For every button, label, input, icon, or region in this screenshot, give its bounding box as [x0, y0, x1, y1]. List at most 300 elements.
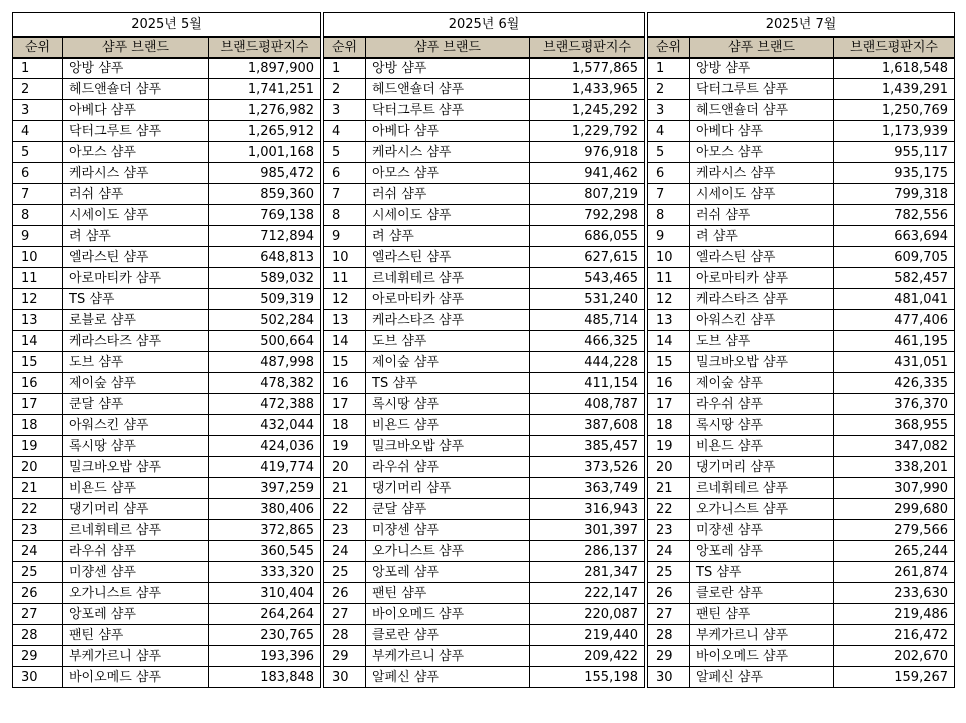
brand-cell: 제이숲 샴푸	[63, 373, 209, 394]
ranking-table-june	[323, 12, 645, 688]
rank-cell: 16	[648, 373, 690, 394]
table-row	[324, 415, 645, 436]
rank-cell: 21	[648, 478, 690, 499]
table-row	[13, 562, 321, 583]
brand-cell: 미쟝센 샴푸	[366, 520, 530, 541]
rank-cell: 13	[324, 310, 366, 331]
score-cell: 1,245,292	[530, 100, 645, 121]
table-may-wrapper	[12, 12, 321, 688]
score-cell: 859,360	[209, 184, 321, 205]
table-row	[324, 205, 645, 226]
rank-cell: 17	[648, 394, 690, 415]
score-cell: 627,615	[530, 247, 645, 268]
month-title: 2025년 6월	[324, 13, 645, 37]
score-cell: 485,714	[530, 310, 645, 331]
score-cell: 1,229,792	[530, 121, 645, 142]
rank-cell: 11	[648, 268, 690, 289]
table-row	[324, 478, 645, 499]
score-cell: 261,874	[834, 562, 955, 583]
score-cell: 397,259	[209, 478, 321, 499]
score-cell: 155,198	[530, 667, 645, 688]
brand-cell: 미쟝센 샴푸	[690, 520, 834, 541]
brand-cell: 밀크바오밥 샴푸	[63, 457, 209, 478]
rank-cell: 15	[13, 352, 63, 373]
score-cell: 481,041	[834, 289, 955, 310]
rank-cell: 4	[648, 121, 690, 142]
brand-cell: 부케가르니 샴푸	[366, 646, 530, 667]
score-cell: 1,265,912	[209, 121, 321, 142]
brand-cell: 밀크바오밥 샴푸	[690, 352, 834, 373]
score-cell: 478,382	[209, 373, 321, 394]
table-row	[648, 478, 955, 499]
score-cell: 408,787	[530, 394, 645, 415]
score-cell: 461,195	[834, 331, 955, 352]
rank-cell: 12	[324, 289, 366, 310]
table-row	[648, 394, 955, 415]
table-row	[324, 667, 645, 688]
brand-cell: 로블로 샴푸	[63, 310, 209, 331]
brand-cell: 팬틴 샴푸	[63, 625, 209, 646]
brand-cell: 바이오메드 샴푸	[366, 604, 530, 625]
brand-cell: TS 샴푸	[63, 289, 209, 310]
score-cell: 955,117	[834, 142, 955, 163]
brand-cell: 아모스 샴푸	[63, 142, 209, 163]
score-cell: 209,422	[530, 646, 645, 667]
score-cell: 582,457	[834, 268, 955, 289]
score-cell: 380,406	[209, 499, 321, 520]
score-cell: 589,032	[209, 268, 321, 289]
brand-cell: 라우쉬 샴푸	[366, 457, 530, 478]
score-cell: 1,897,900	[209, 58, 321, 79]
brand-cell: 케라스타즈 샴푸	[63, 331, 209, 352]
table-july-wrapper	[647, 12, 955, 688]
table-row	[648, 646, 955, 667]
score-cell: 279,566	[834, 520, 955, 541]
brand-cell: 헤드앤숄더 샴푸	[366, 79, 530, 100]
table-row	[648, 289, 955, 310]
brand-cell: 아베다 샴푸	[690, 121, 834, 142]
rank-cell: 29	[648, 646, 690, 667]
score-cell: 985,472	[209, 163, 321, 184]
rank-cell: 7	[648, 184, 690, 205]
table-row	[13, 625, 321, 646]
rank-cell: 17	[324, 394, 366, 415]
table-row	[648, 499, 955, 520]
score-cell: 799,318	[834, 184, 955, 205]
rank-cell: 12	[648, 289, 690, 310]
brand-cell: 려 샴푸	[366, 226, 530, 247]
table-row	[13, 226, 321, 247]
brand-cell: 케라스타즈 샴푸	[690, 289, 834, 310]
score-cell: 230,765	[209, 625, 321, 646]
brand-cell: 닥터그루트 샴푸	[366, 100, 530, 121]
rank-cell: 29	[324, 646, 366, 667]
brand-cell: 제이숲 샴푸	[366, 352, 530, 373]
table-row	[13, 478, 321, 499]
table-row	[13, 310, 321, 331]
rank-cell: 13	[648, 310, 690, 331]
score-cell: 648,813	[209, 247, 321, 268]
score-cell: 1,276,982	[209, 100, 321, 121]
score-cell: 299,680	[834, 499, 955, 520]
brand-cell: 르네휘테르 샴푸	[63, 520, 209, 541]
brand-cell: 케라시스 샴푸	[63, 163, 209, 184]
table-row	[324, 163, 645, 184]
rank-cell: 17	[13, 394, 63, 415]
score-cell: 487,998	[209, 352, 321, 373]
brand-cell: 아워스킨 샴푸	[63, 415, 209, 436]
rank-cell: 27	[13, 604, 63, 625]
rank-cell: 18	[13, 415, 63, 436]
brand-cell: 쿤달 샴푸	[366, 499, 530, 520]
score-cell: 264,264	[209, 604, 321, 625]
rank-cell: 20	[648, 457, 690, 478]
score-header: 브랜드평판지수	[209, 37, 321, 58]
brand-cell: 아베다 샴푸	[63, 100, 209, 121]
brand-cell: 려 샴푸	[690, 226, 834, 247]
brand-cell: 부케가르니 샴푸	[63, 646, 209, 667]
score-cell: 202,670	[834, 646, 955, 667]
table-row	[13, 415, 321, 436]
rank-cell: 23	[13, 520, 63, 541]
month-title: 2025년 5월	[13, 13, 321, 37]
brand-cell: 러쉬 샴푸	[690, 205, 834, 226]
brand-header: 샴푸 브랜드	[690, 37, 834, 58]
score-cell: 222,147	[530, 583, 645, 604]
rank-cell: 8	[13, 205, 63, 226]
brand-cell: 앙포레 샴푸	[690, 541, 834, 562]
table-row	[324, 184, 645, 205]
rank-header: 순위	[648, 37, 690, 58]
rank-cell: 16	[13, 373, 63, 394]
score-cell: 500,664	[209, 331, 321, 352]
rank-cell: 5	[648, 142, 690, 163]
brand-cell: 오가니스트 샴푸	[63, 583, 209, 604]
rank-cell: 8	[648, 205, 690, 226]
score-cell: 686,055	[530, 226, 645, 247]
table-row	[13, 100, 321, 121]
table-row	[648, 163, 955, 184]
rank-cell: 25	[13, 562, 63, 583]
brand-cell: 앙포레 샴푸	[366, 562, 530, 583]
ranking-table-may	[12, 12, 321, 688]
table-row	[324, 499, 645, 520]
score-header: 브랜드평판지수	[834, 37, 955, 58]
table-row	[13, 247, 321, 268]
rank-cell: 7	[324, 184, 366, 205]
brand-cell: 케라시스 샴푸	[366, 142, 530, 163]
table-row	[648, 205, 955, 226]
table-row	[324, 457, 645, 478]
table-row	[324, 142, 645, 163]
table-row	[324, 121, 645, 142]
brand-cell: 록시땅 샴푸	[63, 436, 209, 457]
score-cell: 432,044	[209, 415, 321, 436]
table-row	[648, 583, 955, 604]
table-row	[648, 415, 955, 436]
rank-cell: 8	[324, 205, 366, 226]
rank-cell: 26	[648, 583, 690, 604]
score-cell: 807,219	[530, 184, 645, 205]
brand-cell: 아워스킨 샴푸	[690, 310, 834, 331]
brand-cell: 알페신 샴푸	[366, 667, 530, 688]
table-row	[13, 520, 321, 541]
score-cell: 387,608	[530, 415, 645, 436]
table-body	[13, 58, 321, 688]
score-cell: 543,465	[530, 268, 645, 289]
score-cell: 219,440	[530, 625, 645, 646]
brand-cell: 제이숲 샴푸	[690, 373, 834, 394]
score-cell: 712,894	[209, 226, 321, 247]
table-row	[648, 373, 955, 394]
rank-cell: 1	[648, 58, 690, 79]
table-row	[13, 79, 321, 100]
score-cell: 265,244	[834, 541, 955, 562]
table-row	[324, 247, 645, 268]
table-row	[648, 436, 955, 457]
score-cell: 663,694	[834, 226, 955, 247]
brand-cell: 르네휘테르 샴푸	[690, 478, 834, 499]
score-cell: 193,396	[209, 646, 321, 667]
score-cell: 219,486	[834, 604, 955, 625]
table-row	[13, 541, 321, 562]
ranking-table-july	[647, 12, 955, 688]
score-cell: 310,404	[209, 583, 321, 604]
brand-cell: 댕기머리 샴푸	[690, 457, 834, 478]
rank-cell: 6	[324, 163, 366, 184]
table-row	[324, 394, 645, 415]
table-row	[324, 373, 645, 394]
score-cell: 935,175	[834, 163, 955, 184]
score-cell: 159,267	[834, 667, 955, 688]
brand-header: 샴푸 브랜드	[63, 37, 209, 58]
brand-cell: 라우쉬 샴푸	[690, 394, 834, 415]
table-row	[13, 604, 321, 625]
score-cell: 1,433,965	[530, 79, 645, 100]
rank-cell: 12	[13, 289, 63, 310]
brand-cell: 도브 샴푸	[690, 331, 834, 352]
score-cell: 426,335	[834, 373, 955, 394]
table-row	[13, 457, 321, 478]
rank-cell: 5	[324, 142, 366, 163]
brand-cell: 러쉬 샴푸	[63, 184, 209, 205]
table-row	[324, 58, 645, 79]
rank-cell: 21	[324, 478, 366, 499]
score-cell: 941,462	[530, 163, 645, 184]
table-row	[324, 268, 645, 289]
score-cell: 363,749	[530, 478, 645, 499]
rank-cell: 14	[13, 331, 63, 352]
rank-cell: 7	[13, 184, 63, 205]
score-cell: 333,320	[209, 562, 321, 583]
table-row	[324, 352, 645, 373]
score-cell: 373,526	[530, 457, 645, 478]
score-cell: 472,388	[209, 394, 321, 415]
score-cell: 531,240	[530, 289, 645, 310]
score-cell: 419,774	[209, 457, 321, 478]
score-cell: 372,865	[209, 520, 321, 541]
brand-cell: 바이오메드 샴푸	[690, 646, 834, 667]
brand-cell: 알페신 샴푸	[690, 667, 834, 688]
table-row	[648, 541, 955, 562]
score-cell: 281,347	[530, 562, 645, 583]
rank-cell: 6	[13, 163, 63, 184]
score-cell: 769,138	[209, 205, 321, 226]
rank-cell: 18	[648, 415, 690, 436]
brand-cell: 오가니스트 샴푸	[366, 541, 530, 562]
brand-cell: 시세이도 샴푸	[690, 184, 834, 205]
rank-cell: 28	[648, 625, 690, 646]
rank-cell: 9	[13, 226, 63, 247]
table-row	[13, 205, 321, 226]
score-cell: 347,082	[834, 436, 955, 457]
table-row	[13, 646, 321, 667]
score-cell: 216,472	[834, 625, 955, 646]
table-row	[648, 562, 955, 583]
brand-cell: 클로란 샴푸	[690, 583, 834, 604]
brand-cell: 도브 샴푸	[366, 331, 530, 352]
score-cell: 466,325	[530, 331, 645, 352]
rank-cell: 10	[13, 247, 63, 268]
score-cell: 609,705	[834, 247, 955, 268]
brand-cell: 앙방 샴푸	[690, 58, 834, 79]
rank-cell: 19	[324, 436, 366, 457]
brand-cell: 미쟝센 샴푸	[63, 562, 209, 583]
table-row	[324, 604, 645, 625]
table-row	[13, 394, 321, 415]
score-cell: 286,137	[530, 541, 645, 562]
rank-cell: 4	[13, 121, 63, 142]
table-row	[648, 121, 955, 142]
score-cell: 1,618,548	[834, 58, 955, 79]
brand-cell: 엘라스틴 샴푸	[690, 247, 834, 268]
table-row	[324, 226, 645, 247]
score-cell: 183,848	[209, 667, 321, 688]
brand-cell: 아베다 샴푸	[366, 121, 530, 142]
rank-cell: 3	[13, 100, 63, 121]
table-row	[648, 79, 955, 100]
brand-cell: 팬틴 샴푸	[366, 583, 530, 604]
table-row	[13, 352, 321, 373]
score-cell: 368,955	[834, 415, 955, 436]
score-cell: 220,087	[530, 604, 645, 625]
rank-cell: 15	[324, 352, 366, 373]
rank-cell: 25	[648, 562, 690, 583]
brand-cell: 시세이도 샴푸	[366, 205, 530, 226]
rank-cell: 14	[324, 331, 366, 352]
rank-cell: 2	[324, 79, 366, 100]
rank-cell: 22	[324, 499, 366, 520]
rank-cell: 2	[13, 79, 63, 100]
table-row	[648, 520, 955, 541]
table-row	[13, 163, 321, 184]
table-body	[648, 58, 955, 688]
brand-cell: 닥터그루트 샴푸	[690, 79, 834, 100]
table-row	[648, 58, 955, 79]
brand-cell: 아모스 샴푸	[366, 163, 530, 184]
score-cell: 444,228	[530, 352, 645, 373]
table-row	[648, 625, 955, 646]
brand-cell: 엘라스틴 샴푸	[366, 247, 530, 268]
table-row	[648, 100, 955, 121]
rank-cell: 27	[324, 604, 366, 625]
score-cell: 360,545	[209, 541, 321, 562]
rank-cell: 6	[648, 163, 690, 184]
score-cell: 431,051	[834, 352, 955, 373]
rank-cell: 23	[324, 520, 366, 541]
score-cell: 509,319	[209, 289, 321, 310]
brand-cell: 댕기머리 샴푸	[63, 499, 209, 520]
rank-cell: 11	[324, 268, 366, 289]
brand-cell: 비욘드 샴푸	[63, 478, 209, 499]
brand-cell: TS 샴푸	[690, 562, 834, 583]
score-cell: 301,397	[530, 520, 645, 541]
brand-cell: 아모스 샴푸	[690, 142, 834, 163]
brand-cell: 록시땅 샴푸	[690, 415, 834, 436]
brand-cell: 라우쉬 샴푸	[63, 541, 209, 562]
brand-cell: TS 샴푸	[366, 373, 530, 394]
rank-cell: 21	[13, 478, 63, 499]
score-cell: 424,036	[209, 436, 321, 457]
rank-cell: 26	[324, 583, 366, 604]
score-cell: 411,154	[530, 373, 645, 394]
rank-cell: 3	[648, 100, 690, 121]
table-row	[324, 289, 645, 310]
rank-cell: 29	[13, 646, 63, 667]
table-row	[324, 79, 645, 100]
brand-cell: 팬틴 샴푸	[690, 604, 834, 625]
table-row	[13, 499, 321, 520]
brand-cell: 케라시스 샴푸	[690, 163, 834, 184]
table-row	[324, 625, 645, 646]
rank-cell: 28	[13, 625, 63, 646]
table-row	[324, 541, 645, 562]
rank-cell: 22	[13, 499, 63, 520]
rank-cell: 9	[324, 226, 366, 247]
rank-cell: 24	[324, 541, 366, 562]
table-row	[13, 289, 321, 310]
rank-cell: 18	[324, 415, 366, 436]
score-header: 브랜드평판지수	[530, 37, 645, 58]
rank-cell: 20	[13, 457, 63, 478]
brand-cell: 쿤달 샴푸	[63, 394, 209, 415]
rank-cell: 23	[648, 520, 690, 541]
score-cell: 502,284	[209, 310, 321, 331]
table-row	[13, 142, 321, 163]
table-row	[648, 226, 955, 247]
rank-cell: 9	[648, 226, 690, 247]
table-row	[648, 604, 955, 625]
brand-cell: 헤드앤숄더 샴푸	[63, 79, 209, 100]
score-cell: 1,741,251	[209, 79, 321, 100]
score-cell: 316,943	[530, 499, 645, 520]
brand-header: 샴푸 브랜드	[366, 37, 530, 58]
score-cell: 1,439,291	[834, 79, 955, 100]
brand-cell: 앙방 샴푸	[63, 58, 209, 79]
table-row	[13, 436, 321, 457]
rank-cell: 11	[13, 268, 63, 289]
brand-cell: 아로마티카 샴푸	[63, 268, 209, 289]
table-row	[13, 184, 321, 205]
table-row	[648, 310, 955, 331]
brand-cell: 려 샴푸	[63, 226, 209, 247]
table-row	[324, 520, 645, 541]
rank-cell: 24	[13, 541, 63, 562]
rank-cell: 10	[324, 247, 366, 268]
score-cell: 477,406	[834, 310, 955, 331]
brand-cell: 바이오메드 샴푸	[63, 667, 209, 688]
table-row	[648, 247, 955, 268]
